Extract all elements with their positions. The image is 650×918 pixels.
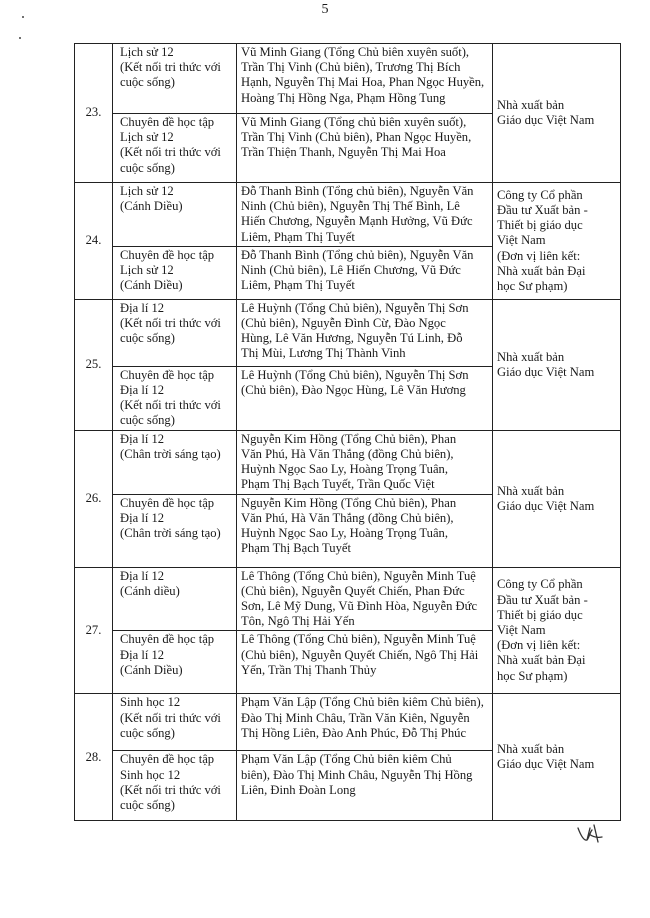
authors-line: Phạm Thị Bạch Tuyết, Trần Quốc Việt: [241, 477, 435, 492]
book-title-line: Lịch sử 12: [120, 45, 174, 59]
authors-line: Huỳnh Ngọc Sao Ly, Hoàng Trọng Tuân,: [241, 526, 449, 541]
publisher-line: học Sư phạm): [497, 278, 568, 293]
book-title-line: Chuyên đề học tập: [120, 115, 215, 129]
authors-line: Văn Phú, Hà Văn Thắng (đồng Chủ biên),: [241, 447, 454, 462]
publisher-line: Công ty Cổ phần: [497, 577, 583, 592]
publisher-line: Giáo dục Việt Nam: [497, 757, 595, 772]
publisher-cell: [493, 183, 621, 300]
authors-line: Thị Hồng Liên, Đào Anh Phúc, Đỗ Thị Phúc: [241, 725, 467, 740]
authors-cell: [237, 430, 493, 494]
book-title-line: Lịch sử 12: [120, 130, 174, 145]
scan-speck: [19, 37, 21, 39]
publisher-line: Giáo dục Việt Nam: [497, 113, 595, 127]
authors-cell: [237, 246, 493, 299]
book-title-line: (Cánh Diều): [120, 662, 183, 677]
book-title-line: (Chân trời sáng tạo): [120, 526, 221, 541]
authors-cell: [237, 183, 493, 247]
authors-line: Ninh (Chủ biên), Nguyễn Thị Thế Bình, Lê: [241, 199, 460, 214]
table-row: [75, 299, 621, 366]
book-title-line: Địa lí 12: [120, 568, 165, 583]
book-title-cell: [113, 430, 237, 494]
book-title-line: (Cánh diều): [120, 583, 180, 598]
book-title-line: (Kết nối tri thức với: [120, 316, 221, 331]
textbook-table: [74, 43, 621, 821]
publisher-line: Thiết bị giáo dục: [497, 218, 583, 233]
publisher-line: (Đơn vị liên kết:: [497, 248, 581, 263]
book-title-line: (Kết nối tri thức với: [120, 398, 221, 413]
publisher-line: Nhà xuất bản: [497, 349, 565, 364]
book-title-line: cuộc sống): [120, 725, 175, 740]
authors-cell: [237, 299, 493, 366]
table-row: [75, 567, 621, 631]
publisher-line: Công ty Cổ phần: [497, 187, 583, 202]
authors-cell: [237, 366, 493, 430]
row-number: 24.: [75, 183, 113, 300]
row-number: 26.: [75, 430, 113, 567]
page-number: 5: [321, 2, 329, 17]
authors-cell: [237, 114, 493, 183]
book-title-line: Sinh học 12: [120, 767, 181, 782]
authors-line: (Chủ biên), Nguyễn Quyết Chiến, Ngô Thị Hải: [241, 647, 479, 662]
authors-line: Văn Phú, Hà Văn Thắng (đồng Chủ biên),: [241, 510, 454, 525]
publisher-line: Giáo dục Việt Nam: [497, 364, 595, 379]
table-row: [75, 44, 621, 114]
book-title-cell: [113, 114, 237, 183]
authors-line: Phạm Văn Lập (Tổng Chủ biên kiêm Chủ: [241, 752, 452, 767]
authors-line: Đào Thị Minh Châu, Trần Văn Kiên, Nguyễn: [241, 710, 470, 725]
book-title-line: Chuyên đề học tập: [120, 247, 215, 262]
publisher-line: Giáo dục Việt Nam: [497, 498, 595, 513]
authors-line: Trần Thị Vinh (Chủ biên), Trương Thị Bích: [241, 60, 461, 75]
authors-line: (Chủ biên), Nguyễn Quyết Chiến, Phan Đức: [241, 583, 465, 598]
authors-cell: [237, 751, 493, 821]
book-title-line: cuộc sống): [120, 75, 175, 90]
authors-line: Hạnh, Nguyễn Thị Mai Hoa, Phan Ngọc Huyền,: [241, 75, 485, 90]
authors-line: Nguyễn Kim Hồng (Tổng Chủ biên), Phan: [241, 431, 457, 446]
book-title-cell: [113, 44, 237, 114]
book-title-line: (Kết nối tri thức với: [120, 145, 221, 160]
book-title-cell: [113, 299, 237, 366]
publisher-cell: [493, 430, 621, 567]
authors-cell: [237, 631, 493, 694]
publisher-line: Nhà xuất bản: [497, 97, 565, 112]
row-number: 23.: [75, 44, 113, 183]
publisher-line: Việt Nam: [497, 622, 546, 637]
handwritten-initial: [575, 822, 605, 846]
authors-line: Lê Huỳnh (Tổng Chủ biên), Nguyễn Thị Sơn: [241, 300, 469, 315]
authors-line: Phạm Văn Lập (Tổng Chủ biên kiêm Chủ biên),: [241, 695, 484, 710]
book-title-cell: [113, 694, 237, 751]
authors-line: Trần Thiện Thanh, Nguyễn Thị Mai Hoa: [241, 145, 446, 160]
book-title-cell: [113, 494, 237, 567]
authors-line: Thị Mùi, Lương Thị Thành Vinh: [241, 346, 406, 361]
publisher-line: Nhà xuất bản: [497, 742, 565, 757]
table-row: [75, 694, 621, 751]
authors-cell: [237, 44, 493, 114]
book-title-line: Sinh học 12: [120, 695, 181, 710]
authors-line: Sơn, Lê Mỹ Dung, Vũ Đình Hòa, Nguyễn Đức: [241, 599, 478, 614]
authors-line: biên), Đào Thị Minh Châu, Nguyễn Thị Hồng: [241, 767, 473, 782]
publisher-line: Nhà xuất bản Đại: [497, 653, 586, 668]
authors-line: Trần Thị Vinh (Chủ biên), Phan Ngọc Huyền,: [241, 130, 472, 145]
authors-cell: [237, 694, 493, 751]
authors-line: Lê Huỳnh (Tổng Chủ biên), Nguyễn Thị Sơn: [241, 367, 469, 382]
authors-line: Hùng, Lê Văn Hương, Nguyễn Tú Linh, Đỗ: [241, 331, 463, 346]
authors-cell: [237, 567, 493, 631]
authors-line: Liên, Đinh Đoàn Long: [241, 782, 356, 797]
publisher-line: học Sư phạm): [497, 668, 568, 683]
row-number: 25.: [75, 299, 113, 430]
book-title-line: (Chân trời sáng tạo): [120, 447, 221, 462]
book-title-line: Chuyên đề học tập: [120, 367, 215, 382]
book-title-line: Chuyên đề học tập: [120, 632, 215, 647]
publisher-line: Việt Nam: [497, 233, 546, 248]
book-title-line: cuộc sống): [120, 331, 175, 346]
book-title-line: Chuyên đề học tập: [120, 495, 215, 510]
book-title-line: (Cánh Diều): [120, 199, 183, 214]
book-title-cell: [113, 567, 237, 631]
book-title-cell: [113, 751, 237, 821]
authors-line: Liêm, Phạm Thị Tuyết: [241, 229, 355, 244]
authors-line: Lê Thông (Tổng Chủ biên), Nguyễn Minh Tuệ: [241, 568, 476, 583]
authors-line: Vũ Minh Giang (Tổng Chủ biên xuyên suốt),: [241, 45, 470, 59]
book-title-line: Lịch sử 12: [120, 263, 174, 278]
authors-line: Nguyễn Kim Hồng (Tổng Chủ biên), Phan: [241, 495, 457, 510]
publisher-cell: [493, 44, 621, 183]
publisher-line: Đầu tư Xuất bản -: [497, 592, 588, 607]
publisher-line: Đầu tư Xuất bản -: [497, 202, 588, 217]
book-title-cell: [113, 246, 237, 299]
book-title-cell: [113, 183, 237, 247]
authors-line: Vũ Minh Giang (Tổng chủ biên xuyên suốt),: [241, 115, 467, 129]
book-title-line: Địa lí 12: [120, 431, 165, 446]
authors-line: Đỗ Thanh Bình (Tổng chủ biên), Nguyễn Văn: [241, 184, 474, 198]
authors-line: Huỳnh Ngọc Sao Ly, Hoàng Trọng Tuân,: [241, 462, 449, 477]
publisher-line: Nhà xuất bản Đại: [497, 263, 586, 278]
authors-line: Đỗ Thanh Bình (Tổng chủ biên), Nguyễn Văn: [241, 247, 474, 262]
authors-line: Ninh (Chủ biên), Lê Hiến Chương, Vũ Đức: [241, 263, 461, 278]
authors-line: (Chủ biên), Nguyễn Đình Cừ, Đào Ngọc: [241, 316, 446, 331]
publisher-line: (Đơn vị liên kết:: [497, 638, 581, 653]
book-title-line: Lịch sử 12: [120, 184, 174, 198]
publisher-cell: [493, 694, 621, 821]
table-row: [75, 430, 621, 494]
publisher-line: Nhà xuất bản: [497, 483, 565, 498]
book-title-line: Địa lí 12: [120, 510, 165, 525]
book-title-line: (Kết nối tri thức với: [120, 710, 221, 725]
book-title-line: cuộc sống): [120, 413, 175, 428]
publisher-cell: [493, 567, 621, 694]
publisher-cell: [493, 299, 621, 430]
book-title-line: cuộc sống): [120, 160, 175, 175]
scan-speck: [22, 16, 24, 18]
table-row: [75, 183, 621, 247]
authors-line: Hiến Chương, Nguyễn Mạnh Hưởng, Vũ Đức: [241, 214, 473, 229]
authors-line: Yến, Trần Thị Thanh Thủy: [241, 662, 377, 677]
book-title-line: Địa lí 12: [120, 300, 165, 315]
book-title-line: (Kết nối tri thức với: [120, 60, 221, 75]
authors-line: Phạm Thị Bạch Tuyết: [241, 541, 351, 556]
book-title-line: Địa lí 12: [120, 383, 165, 398]
book-title-cell: [113, 631, 237, 694]
row-number: 27.: [75, 567, 113, 694]
book-title-cell: [113, 366, 237, 430]
book-title-line: Chuyên đề học tập: [120, 752, 215, 767]
book-title-line: (Kết nối tri thức với: [120, 782, 221, 797]
authors-line: (Chủ biên), Đào Ngọc Hùng, Lê Văn Hương: [241, 383, 466, 398]
publisher-line: Thiết bị giáo dục: [497, 607, 583, 622]
book-title-line: cuộc sống): [120, 798, 175, 813]
row-number: 28.: [75, 694, 113, 821]
authors-cell: [237, 494, 493, 567]
book-title-line: Địa lí 12: [120, 647, 165, 662]
authors-line: Tôn, Ngô Thị Hải Yến: [241, 614, 355, 629]
authors-line: Lê Thông (Tổng Chủ biên), Nguyễn Minh Tuệ: [241, 632, 476, 647]
authors-line: Liêm, Phạm Thị Tuyết: [241, 278, 355, 293]
authors-line: Hoàng Thị Hồng Nga, Phạm Hồng Tung: [241, 90, 446, 105]
book-title-line: (Cánh Diều): [120, 278, 183, 293]
